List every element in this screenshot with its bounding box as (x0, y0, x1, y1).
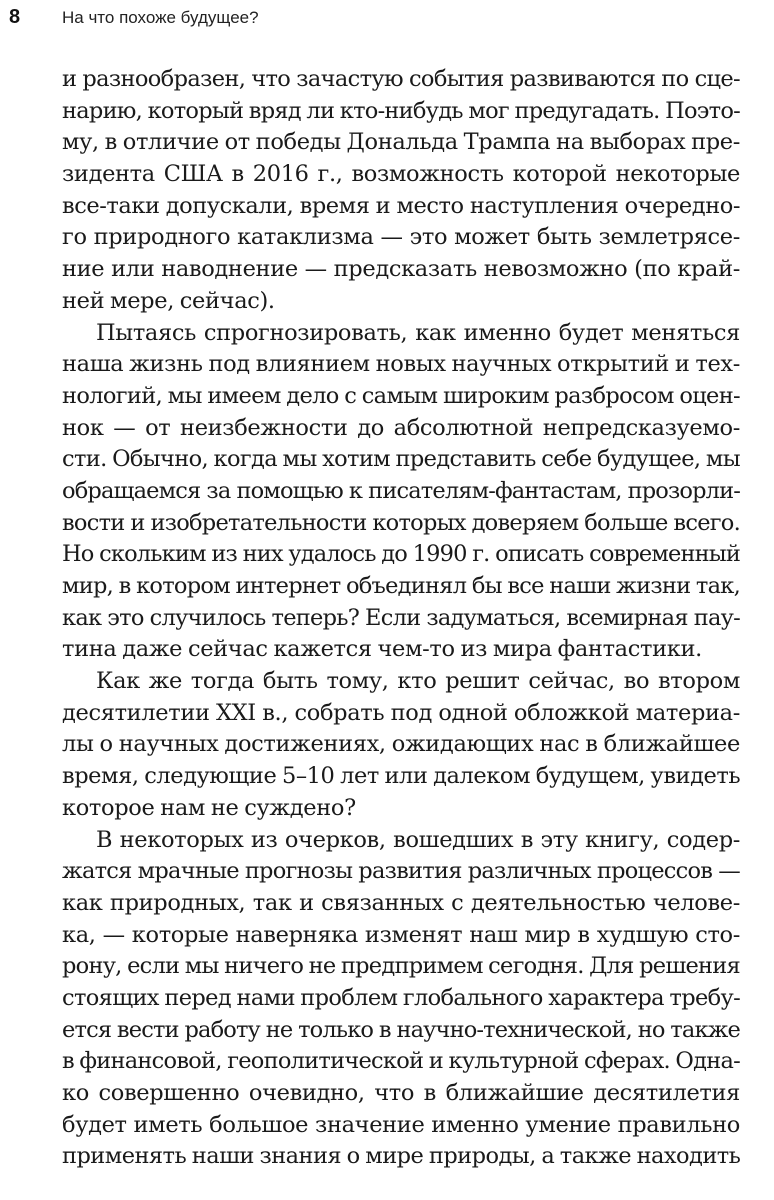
text-line: которое нам не суждено? (62, 794, 356, 821)
paragraph (62, 666, 740, 824)
text-line: зидента США в 2016 г., возможность которой некоторые (62, 161, 740, 188)
text-line: применять наши знания о мире природы, а также находить (62, 1143, 741, 1170)
text-line: как это случилось теперь? Если задуматься, всемирная пау- (62, 604, 740, 631)
text-line: нарию, который вряд ли кто-нибудь мог предугадать. Поэто- (62, 97, 740, 124)
text-line: вости и изобретательности которых доверяем больше всего. (62, 509, 740, 536)
text-line: тина даже сейчас кажется чем-то из мира фантастики. (62, 636, 702, 663)
paragraph (62, 64, 740, 318)
text-line: ется вести работу не только в научно-технической, но также (62, 1016, 740, 1043)
text-line: стоящих перед нами проблем глобального характера требу- (62, 984, 741, 1011)
text-line: В некоторых из очерков, вошедших в эту книгу, содер- (96, 826, 740, 853)
page-header (0, 0, 774, 40)
text-line: сти. Обычно, когда мы хотим представить себе будущее, мы (62, 446, 740, 473)
text-line: му, в отличие от победы Дональда Трампа на выборах пре- (62, 129, 741, 156)
text-line: обращаемся за помощью к писателям-фантастам, прозорли- (62, 477, 740, 504)
text-line: нологий, мы имеем дело с самым широким разбросом оцен- (62, 382, 740, 409)
text-line: Но скольким из них удалось до 1990 г. описать современный (62, 541, 740, 568)
text-line: и разнообразен, что зачастую события развиваются по сце- (62, 66, 740, 92)
text-line: в финансовой, геополитической и культурной сферах. Одна- (62, 1048, 740, 1075)
text-line: ней мере, сейчас). (62, 287, 275, 314)
text-line: как природных, так и связанных с деятельностью челове- (62, 889, 740, 916)
text-line: десятилетии XXI в., собрать под одной обложкой материа- (62, 699, 740, 726)
text-line: будет иметь большое значение именно умение правильно (62, 1111, 740, 1138)
text-line: ко совершенно очевидно, что в ближайшие десятилетия (62, 1080, 740, 1106)
text-line: рону, если мы ничего не предпримем сегодня. Для решения (62, 953, 740, 980)
paragraph (62, 318, 740, 667)
text-line: го природного катаклизма — это может быть землетрясе- (62, 224, 740, 251)
text-line: ние или наводнение — предсказать невозможно (по край- (62, 256, 740, 283)
text-line: время, следующие 5–10 лет или далеком будущем, увидеть (62, 763, 741, 790)
text-line: наша жизнь под влиянием новых научных открытий и тех- (62, 351, 740, 378)
text-line: ка, — которые наверняка изменят наш мир в худшую сто- (62, 921, 740, 948)
page-number: 8 (9, 6, 21, 28)
text-line: Как же тогда быть тому, кто решит сейчас, во втором (96, 668, 740, 695)
text-line: Пытаясь спрогнозировать, как именно будет меняться (96, 319, 740, 346)
text-line: нок — от неизбежности до абсолютной непредсказуемо- (62, 414, 740, 441)
text-line: жатся мрачные прогнозы развития различных процессов — (62, 858, 740, 885)
text-line: лы о научных достижениях, ожидающих нас в ближайшее (62, 731, 740, 758)
paragraph (62, 825, 740, 1174)
body-text (62, 64, 740, 1173)
text-line: все-таки допускали, время и место наступления очередно- (62, 192, 740, 219)
running-head: На что похоже будущее? (62, 8, 259, 27)
text-line: мир, в котором интернет объединял бы все наши жизни так, (62, 573, 740, 599)
